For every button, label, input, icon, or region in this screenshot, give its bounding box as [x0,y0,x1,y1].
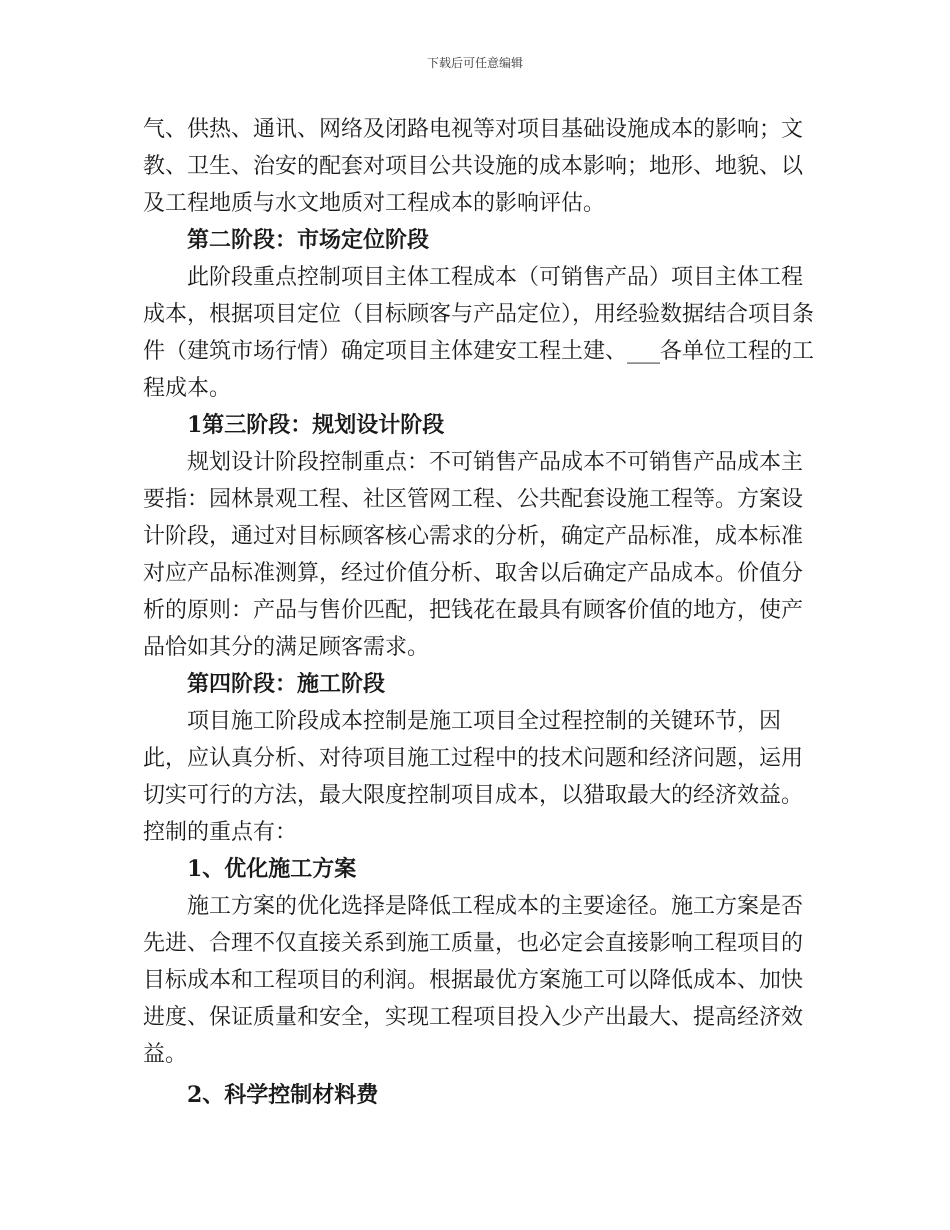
heading-stage-two: 第二阶段：市场定位阶段 [187,227,430,253]
document-body [143,111,815,1114]
page-header: 下载后可任意编辑 [426,56,523,70]
paragraph-construction-stage: 项目施工阶段成本控制是施工项目全过程控制的关键环节，因此，应认真分析、对待项目施工过程中的技术问题和经济问题，运用切实可行的方法，最大限度控制项目成本，以猎取最大的经济效益。控制的重点有： [143,709,804,845]
paragraph-infrastructure-impact: 气、供热、通讯、网络及闭路电视等对项目基础设施成本的影响；文教、卫生、治安的配套对项目公共设施的成本影响；地形、地貌、以及工程地质与水文地质对工程成本的影响评估。 [143,117,804,216]
heading-material-cost: 2、科学控制材料费 [187,1082,379,1108]
heading-stage-three: 1第三阶段：规划设计阶段 [187,412,445,438]
paragraph-market-positioning: 此阶段重点控制项目主体工程成本（可销售产品）项目主体工程成本，根据项目定位（目标顾客与产品定位），用经验数据结合项目条件（建筑市场行情）确定项目主体建安工程土建、___各单位工程的工程成本。 [143,265,815,401]
heading-stage-four: 第四阶段：施工阶段 [187,671,386,697]
paragraph-optimize-plan: 施工方案的优化选择是降低工程成本的主要途径。施工方案是否先进、合理不仅直接关系到施工质量，也必定会直接影响工程项目的目标成本和工程项目的利润。根据最优方案施工可以降低成本、加快进度、保证质量和安全，实现工程项目投入少产出最大、提高经济效益。 [143,894,804,1067]
paragraph-planning-design: 规划设计阶段控制重点：不可销售产品成本不可销售产品成本主要指：园林景观工程、社区管网工程、公共配套设施工程等。方案设计阶段，通过对目标顾客核心需求的分析，确定产品标准，成本标准对应产品标准测算，经过价值分析、取舍以后确定产品成本。价值分析的原则：产品与售价匹配，把钱花在最具有顾客价值的地方，使产品恰如其分的满足顾客需求。 [143,450,804,660]
heading-optimize-plan: 1、优化施工方案 [187,856,357,882]
